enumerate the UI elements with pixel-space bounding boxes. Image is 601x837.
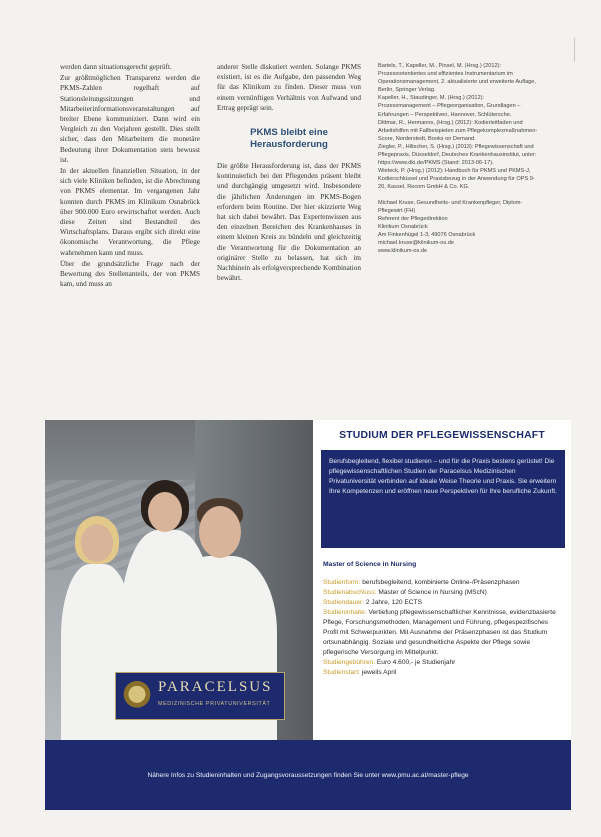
program-label: Studienform:	[323, 579, 361, 586]
ad-title: STUDIUM DER PFLEGEWISSENSCHAFT	[339, 430, 545, 441]
reference-item: Dittmar, R., Hermanns, (Hrsg.) (2012): Kodierleitfaden und Arbeitshilfen mit Fallbeispielen zum Pflegekomplexmaßnahmen-Score, Norderstedt, Books on Demand.	[378, 119, 538, 142]
program-value: berufsbegleitend, kombinierte Online-/Präsenzphasen	[362, 579, 520, 586]
reference-item: Wieteck, P. (Hrsg.) (2012): Handbuch für PKMS und PKMS-J, Kodierschlüssel und Praxisbezug in der Anwendung für OPS 9-20, Kassel, Recom GmbH & Co. KG.	[378, 168, 535, 191]
program-value: Master of Science in Nursing (MScN)	[378, 589, 487, 596]
program-value: 2 Jahre, 120 ECTS	[365, 599, 422, 606]
author-email[interactable]: michael.kruse@klinikum-os.de	[378, 239, 454, 246]
advertisement	[45, 420, 571, 810]
program-label: Studiengebühren:	[323, 659, 376, 666]
paragraph: Zur größtmöglichen Transparenz werden die PKMS-Zahlen regelhaft auf Stationsleitungssitzungen und Mitarbeiterinformationsveranstaltungen auf breiter Ebene kommuniziert. Dann wird ein Vergleich zu den Vorjahren gestellt. Dies stellt sicher, dass den Mitarbeitern die monetäre Bedeutung ihrer Dokumentation stets bewusst ist.	[60, 74, 200, 164]
article-column-2	[217, 62, 361, 284]
program-line	[323, 608, 563, 658]
nurses-photo	[45, 420, 313, 740]
program-line	[323, 668, 563, 678]
section-heading	[217, 127, 361, 151]
seal-icon	[122, 679, 152, 713]
logo-subtitle: MEDIZINISCHE PRIVATUNIVERSITÄT	[158, 701, 271, 707]
author-line: Am Finkenhügel 1-3, 49076 Osnabrück	[378, 231, 476, 238]
ad-intro-box: Berufsbegleitend, flexibel studieren – und für die Praxis bestens gerüstet! Die pflegewissenschaftlichen Studien der Paracelsus Medizinischen Privatuniversität verbinden auf ideale Weise Theorie und Praxis. Sie erweitern Ihre Kompetenzen und eröffnen neue Perspektiven für Ihre berufliche Zukunft.	[321, 450, 565, 548]
university-logo	[115, 672, 285, 720]
author-block	[378, 199, 538, 256]
program-label: Studienstart:	[323, 669, 361, 676]
reference-item: Kapeller, H., Staudinger, M. (Hrsg.) (2012): Prozessmanagement – Pflegeorganisation, Grundlagen – Erfahrungen – Perspektiven, Hannover, Schlütersche.	[378, 95, 521, 118]
paragraph: Die größte Herausforderung ist, dass der PKMS kontinuierlich bei den Pflegenden präsent bleibt und durchgängig umgesetzt wird. Insbesondere die jährlichen Änderungen im PKMS-Bogen erfordern beim Routine. Der hier skizzierte Weg hat sich dabei bewährt. Das Expertenwissen aus den einzelnen Bereichen des Krankenhauses in einem kleinen Kreis zu bündeln und gleichzeitig die Verantwortung für die Dokumentation an originärer Stelle zu belassen, hat sich im Nachhinein als erfolgversprechende Kombination bewährt.	[217, 162, 361, 283]
article-column-1	[60, 62, 200, 290]
program-value: jeweils April	[361, 669, 397, 676]
page-edge-marker	[574, 38, 587, 62]
section-heading-line: Herausforderung	[250, 139, 328, 151]
author-line: Klinikum Osnabrück	[378, 223, 428, 230]
program-label: Studienabschluss:	[323, 589, 377, 596]
references-column	[378, 62, 538, 255]
paragraph: In der aktuellen finanziellen Situation, in der sich viele Kliniken befinden, ist die Abrechnung von PKMS elementar. Im vergangenen Jahr konnten durch PKMS im Klinikum Osnabrück über 900.000 Euro erwirtschaftet werden. Auch diese Zeiten sind Bestandteil des Wirtschaftsplans. Daraus ergibt sich direkt eine ökonomische Verantwortung, die Pflege wahrnehmen kann und muss.	[60, 167, 200, 257]
program-details	[323, 560, 563, 678]
section-heading-line: PKMS bleibt eine	[250, 127, 328, 139]
paragraph: werden dann situationsgerecht geprüft.	[60, 63, 172, 71]
program-title: Master of Science in Nursing	[323, 561, 417, 568]
author-website[interactable]: www.klinikum-os.de	[378, 248, 428, 255]
ad-footer-link[interactable]: Nähere Infos zu Studieninhalten und Zugangsvoraussetzungen finden Sie unter www.pmu.ac.at/master-pflege	[147, 772, 469, 779]
program-label: Studiendauer:	[323, 599, 365, 606]
author-line: Referent der Pflegedirektion	[378, 215, 448, 222]
program-value: Euro 4.600,- je Studienjahr	[376, 659, 456, 666]
reference-item: Ziegler, P., Hiltscher, S. (Hrsg.) (2013): Pflegewissenschaft und Pflegepraxis, Düsseldorf, Deutsches Krankenhausinstitut, unter: https://www.dki.de/PKMS (Stand: 2013-06-17).	[378, 143, 537, 167]
ad-text-panel	[313, 420, 571, 740]
paragraph: anderer Stelle diskutiert werden. Solange PKMS existiert, ist es die Aufgabe, den passenden Weg für das Klinikum zu finden. Dieser muss von einem vernünftigen Verhältnis von Aufwand und Ertrag geprägt sein.	[217, 63, 361, 112]
program-line	[323, 658, 563, 668]
program-line	[323, 588, 563, 598]
reference-item: Bartels, T., Kapeller, M., Pinsel, M. (Hrsg.) (2012): Prozessorientiertes und effizientes Instrumentarium im Operationsmanagement, 2. aktualisierte und erweiterte Auflage, Berlin, Springer Verlag.	[378, 63, 536, 94]
program-value: Vertiefung pflegewissenschaftlicher Kenntnisse, evidenzbasierte Pflege, Forschungsmethoden, Management und Führung, pflegespezifisches Profil mit Schwerpunkten. Mit Ausnahme der Präsenzphasen ist das Studium ortsunabhängig. Soziale und gesundheitliche Aspekte der Pflege sowie pflegerische Versorgung im Mittelpunkt.	[323, 609, 556, 656]
paragraph: Über die grundsätzliche Frage nach der Bewertung des Stellenanteils, der von PKMS kam, und muss an	[60, 259, 200, 289]
logo-name: PARACELSUS	[158, 679, 273, 695]
author-line: Michael Kruse, Gesundheits- und Krankenpfleger, Diplom-Pflegewirt (FH)	[378, 199, 523, 214]
program-line	[323, 578, 563, 588]
program-label: Studieninhalte:	[323, 609, 367, 616]
program-line	[323, 598, 563, 608]
